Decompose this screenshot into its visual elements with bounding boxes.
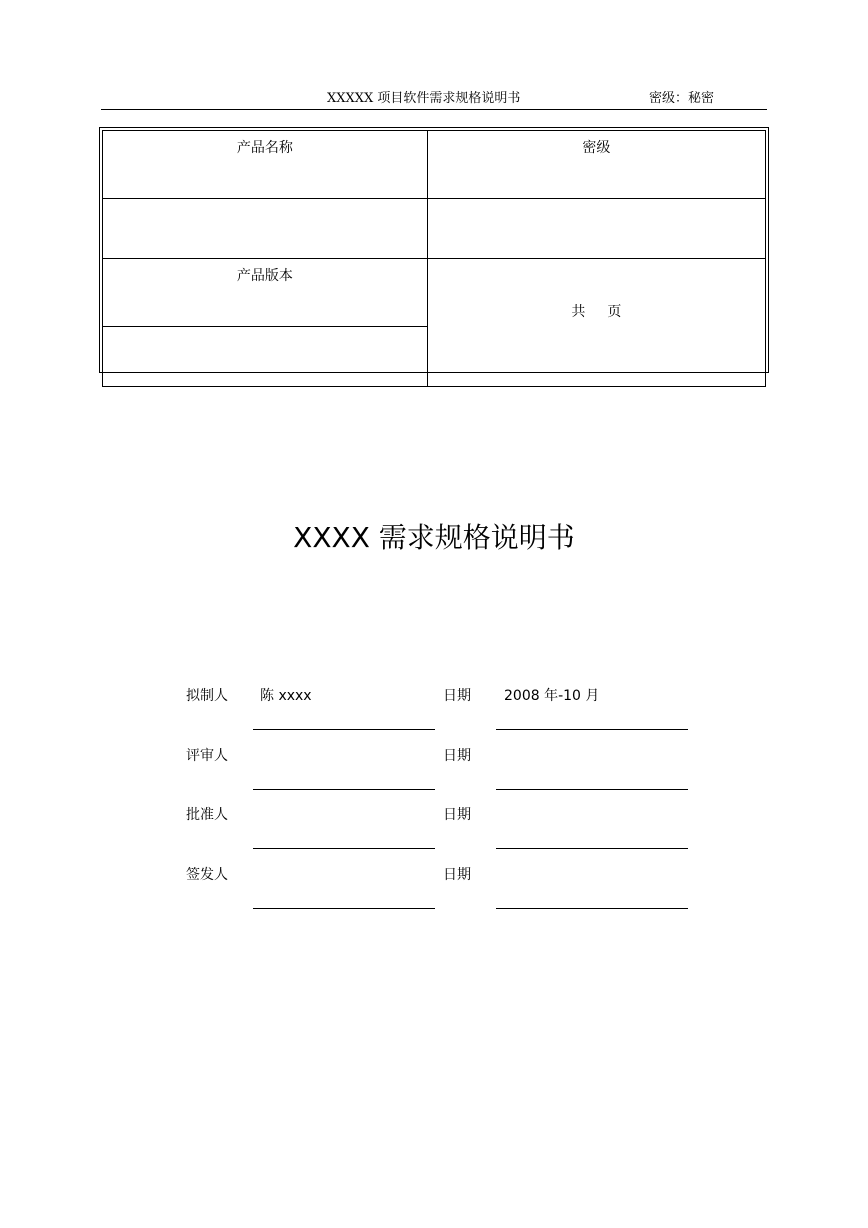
signature-name-line [253, 729, 435, 730]
product-version-value [103, 327, 428, 387]
signature-row-issuer [0, 866, 868, 926]
page-count [571, 304, 621, 320]
signature-row-reviewer [0, 747, 868, 807]
product-info-table [99, 127, 769, 373]
signature-name-line [253, 789, 435, 790]
signature-role: 签发人 [186, 867, 228, 883]
signature-role: 评审人 [186, 748, 228, 764]
signature-date-label: 日期 [443, 867, 471, 883]
product-name-value [103, 199, 428, 259]
signature-date-label: 日期 [443, 748, 471, 764]
signature-role: 批准人 [186, 807, 228, 823]
product-info-grid [102, 130, 766, 387]
page-count-suffix: 页 [607, 303, 622, 320]
page-header [101, 88, 767, 110]
header-security-classification: 密级：秘密 [649, 91, 715, 106]
signature-date-label: 日期 [443, 807, 471, 823]
signature-date-line [496, 908, 688, 909]
signature-row-approver [0, 806, 868, 866]
signature-name-line [253, 908, 435, 909]
document-title: XXXX 需求规格说明书 [293, 521, 575, 554]
signature-name-line [253, 848, 435, 849]
security-level-value [427, 199, 765, 259]
signature-date-line [496, 789, 688, 790]
product-version-label: 产品版本 [103, 259, 428, 327]
signature-row-drafter [0, 687, 868, 747]
signature-role: 拟制人 [186, 688, 228, 704]
signature-date-label: 日期 [443, 688, 471, 704]
header-document-title: XXXXX 项目软件需求规格说明书 [327, 91, 521, 106]
product-name-label: 产品名称 [103, 131, 428, 199]
security-level-label: 密级 [427, 131, 765, 199]
signature-name: 陈 xxxx [260, 688, 312, 704]
page-count-cell [427, 259, 765, 387]
page-count-prefix: 共 [571, 303, 586, 320]
signature-date-line [496, 729, 688, 730]
signature-date-line [496, 848, 688, 849]
signature-date-value: 2008 年-10 月 [504, 688, 600, 704]
